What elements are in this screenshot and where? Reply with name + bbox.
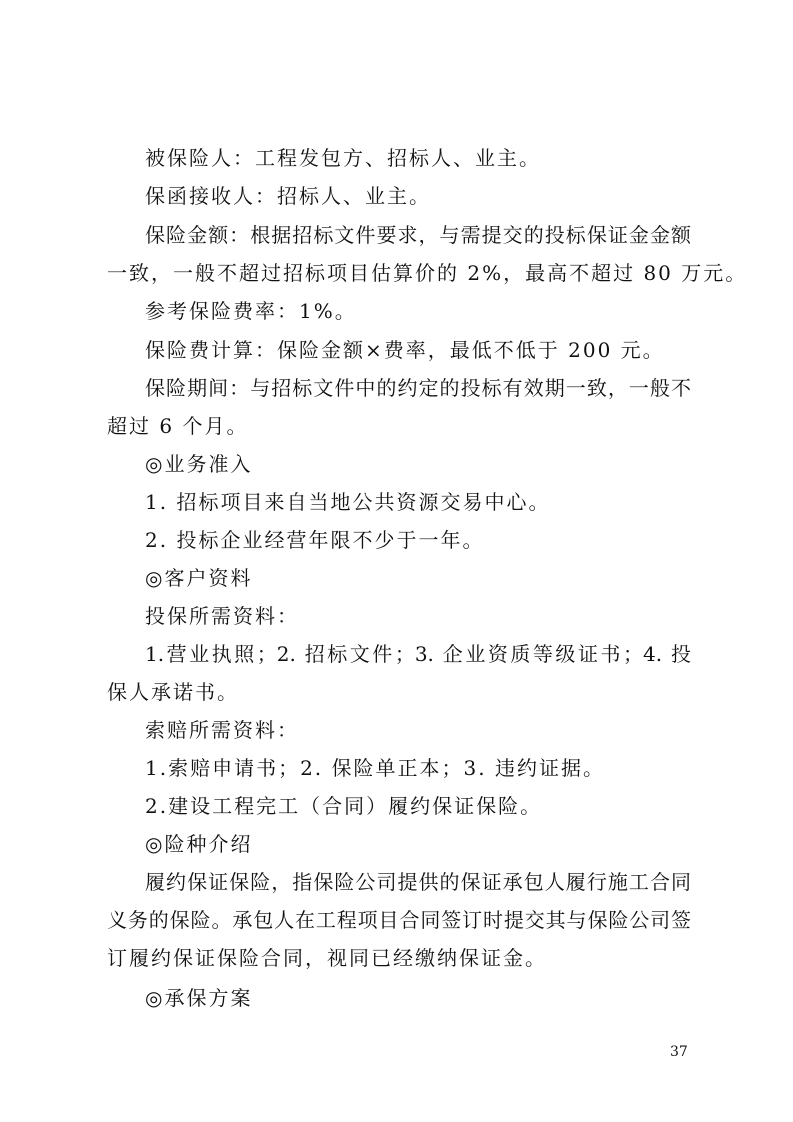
access-item-1: 1. 招标项目来自当地公共资源交易中心。 [145, 490, 551, 514]
insured-amount-line-1: 保险金额：根据招标文件要求，与需提交的投标保证金金额 [145, 223, 691, 247]
premium-calculation-paragraph: 保险费计算：保险金额×费率，最低不低于 200 元。 [145, 338, 665, 362]
heading-client-materials: ◎客户资料 [145, 566, 253, 590]
insure-docs-line-2: 保人承诺书。 [107, 680, 239, 704]
guarantee-receiver-paragraph: 保函接收人：招标人、业主。 [145, 184, 431, 208]
insure-docs-label: 投保所需资料： [145, 604, 299, 628]
heading-business-access: ◎业务准入 [145, 452, 253, 476]
insurance-period-line-2: 超过 6 个月。 [107, 414, 249, 438]
premium-rate-paragraph: 参考保险费率：1%。 [145, 299, 357, 323]
product-intro-line-2: 义务的保险。承包人在工程项目合同签订时提交其与保险公司签 [107, 908, 691, 932]
page-number: 37 [670, 1044, 688, 1060]
claim-docs-label: 索赔所需资料： [145, 718, 299, 742]
heading-underwriting-plan: ◎承保方案 [145, 986, 253, 1010]
product-intro-line-1: 履约保证保险，指保险公司提供的保证承包人履行施工合同 [145, 870, 691, 894]
insured-paragraph: 被保险人：工程发包方、招标人、业主。 [145, 146, 541, 170]
insured-amount-line-2: 一致，一般不超过招标项目估算价的 2%，最高不超过 80 万元。 [107, 261, 748, 285]
insurance-period-line-1: 保险期间：与招标文件中的约定的投标有效期一致，一般不 [145, 376, 691, 400]
claim-docs-line: 1.索赔申请书；2. 保险单正本；3. 违约证据。 [145, 756, 605, 780]
access-item-2: 2. 投标企业经营年限不少于一年。 [145, 528, 485, 552]
insure-docs-line-1: 1.营业执照；2. 招标文件；3. 企业资质等级证书；4. 投 [145, 642, 691, 666]
heading-product-intro: ◎险种介绍 [145, 832, 253, 856]
product-2-title: 2.建设工程完工（合同）履约保证保险。 [145, 794, 543, 818]
product-intro-line-3: 订履约保证保险合同，视同已经缴纳保证金。 [107, 946, 547, 970]
